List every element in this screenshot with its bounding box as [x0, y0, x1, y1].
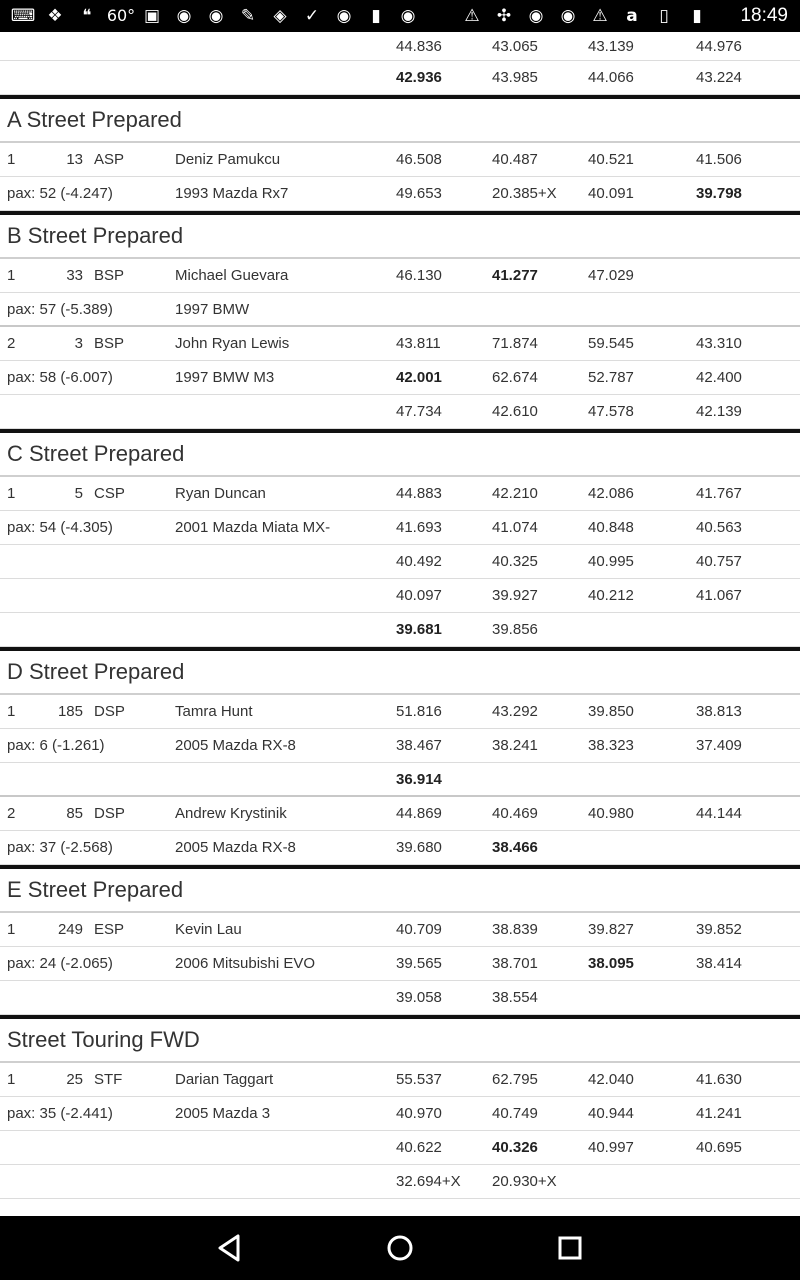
run-time-3: 40.521 [588, 151, 634, 168]
chrome-icon: ◉ [400, 6, 416, 26]
run-time-1: 47.734 [396, 403, 442, 420]
run-time-1: 40.709 [396, 921, 442, 938]
class-code-cell: ESP [94, 921, 125, 938]
run-time-3: 40.980 [588, 805, 634, 822]
table-row[interactable] [0, 913, 800, 947]
run-time-3: 39.850 [588, 703, 634, 720]
run-time-3: 52.787 [588, 369, 634, 386]
table-row[interactable] [0, 1063, 800, 1097]
run-time-4: 37.409 [696, 737, 742, 754]
table-row[interactable] [0, 395, 800, 429]
run-time-4: 40.757 [696, 553, 742, 570]
table-row[interactable] [0, 797, 800, 831]
class-title: D Street Prepared [7, 659, 185, 684]
position-cell: 1 [7, 267, 16, 284]
run-time-2: 62.795 [492, 1071, 538, 1088]
run-time-1: 38.467 [396, 737, 442, 754]
table-row[interactable] [0, 763, 800, 797]
driver-name-cell: Tamra Hunt [175, 703, 253, 720]
table-row[interactable] [0, 545, 800, 579]
car-model-cell: 1997 BMW M3 [175, 369, 275, 386]
home-button[interactable] [382, 1230, 418, 1266]
class-header [0, 1015, 800, 1063]
run-time-2: 40.749 [492, 1105, 538, 1122]
pax-cell: pax: 57 (-5.389) [7, 300, 113, 318]
car-number-cell: 249 [57, 921, 83, 938]
position-cell: 1 [7, 921, 16, 938]
run-time-2: 40.487 [492, 151, 538, 168]
run-time-3: 40.091 [588, 185, 634, 202]
run-time-1: 39.058 [396, 989, 442, 1006]
run-time-2: 43.065 [492, 37, 538, 55]
class-title: Street Touring FWD [7, 1027, 200, 1052]
shield-icon: ❖ [47, 6, 63, 26]
car-model-cell: 2005 Mazda 3 [175, 1105, 271, 1122]
run-time-4: 41.506 [696, 151, 742, 168]
run-time-4: 44.976 [696, 37, 742, 55]
run-time-3: 44.066 [588, 69, 634, 86]
run-time-4: 42.400 [696, 369, 742, 386]
position-cell: 1 [7, 485, 16, 502]
run-time-4: 43.224 [696, 69, 742, 86]
run-time-3: 42.040 [588, 1071, 634, 1088]
car-number-cell: 13 [66, 151, 83, 168]
car-number-cell: 3 [74, 335, 83, 352]
run-time-3: 38.323 [588, 737, 634, 754]
run-time-3: 40.212 [588, 587, 634, 604]
car-number-cell: 85 [66, 805, 83, 822]
keyboard-icon: ⌨ [10, 6, 36, 26]
edit-icon: ✎ [240, 6, 256, 26]
chrome-icon: ◉ [560, 6, 576, 26]
driver-name-cell: John Ryan Lewis [175, 335, 290, 352]
run-time-4: 40.563 [696, 519, 742, 536]
signal-strength: 60° [106, 6, 136, 25]
run-time-1: 40.492 [396, 553, 442, 570]
run-time-4: 39.852 [696, 921, 742, 938]
photo-icon: ▣ [143, 6, 161, 26]
position-cell: 1 [7, 151, 16, 168]
navigation-bar [0, 1216, 800, 1280]
run-time-4: 41.767 [696, 485, 742, 502]
pax-cell: pax: 52 (-4.247) [7, 185, 113, 202]
car-model-cell: 2005 Mazda RX-8 [175, 737, 296, 754]
pinwheel-icon: ✣ [496, 6, 512, 26]
run-time-3: 42.086 [588, 485, 634, 502]
run-time-3: 40.995 [588, 553, 634, 570]
table-row[interactable] [0, 361, 800, 395]
table-row[interactable] [0, 327, 800, 361]
run-time-3: 40.997 [588, 1139, 634, 1156]
table-row[interactable] [0, 831, 800, 865]
run-time-2: 43.985 [492, 69, 538, 86]
amazon-icon: a [626, 6, 638, 26]
driver-name-cell: Kevin Lau [175, 921, 242, 938]
run-time-2: 38.466 [492, 839, 538, 856]
run-time-2: 40.326 [492, 1139, 538, 1156]
driver-name-cell: Deniz Pamukcu [175, 151, 281, 168]
clock: 18:49 [740, 5, 788, 26]
run-time-2: 20.930+X [492, 1173, 557, 1190]
back-button[interactable] [212, 1230, 248, 1266]
run-time-2: 40.469 [492, 805, 538, 822]
table-row[interactable] [0, 1165, 800, 1199]
run-time-1: 40.970 [396, 1105, 442, 1122]
class-title: B Street Prepared [7, 223, 184, 248]
recents-icon [552, 1230, 588, 1266]
class-title: E Street Prepared [7, 877, 184, 902]
class-title: C Street Prepared [7, 441, 185, 466]
table-row[interactable] [0, 729, 800, 763]
run-time-2: 38.839 [492, 921, 538, 938]
pax-cell: pax: 24 (-2.065) [7, 955, 113, 972]
run-time-2: 39.856 [492, 621, 538, 638]
table-row[interactable] [0, 1097, 800, 1131]
run-time-3: 47.029 [588, 267, 634, 284]
run-time-4: 42.139 [696, 403, 742, 420]
chrome-icon: ◉ [176, 6, 192, 26]
car-model-cell: 1997 BMW [175, 300, 250, 318]
position-cell: 1 [7, 1071, 16, 1088]
position-cell: 1 [7, 703, 16, 720]
battery-icon: ▮ [692, 6, 702, 26]
run-time-4: 43.310 [696, 335, 742, 352]
run-time-1: 46.130 [396, 267, 442, 284]
run-time-1: 44.883 [396, 485, 442, 502]
back-icon [212, 1230, 248, 1266]
run-time-2: 40.325 [492, 553, 538, 570]
run-time-4: 39.798 [696, 185, 742, 202]
run-time-2: 41.277 [492, 267, 538, 284]
car-model-cell: 2005 Mazda RX-8 [175, 839, 296, 856]
class-header [0, 647, 800, 695]
pax-cell: pax: 6 (-1.261) [7, 737, 105, 754]
table-row[interactable] [0, 259, 800, 293]
pax-cell: pax: 35 (-2.441) [7, 1105, 113, 1122]
table-row[interactable] [0, 477, 800, 511]
class-code-cell: DSP [94, 703, 125, 720]
run-time-2: 39.927 [492, 587, 538, 604]
run-time-4: 41.630 [696, 1071, 742, 1088]
run-time-1: 42.936 [396, 69, 442, 86]
vibrate-icon: ▯ [659, 6, 669, 26]
table-row [0, 61, 800, 95]
run-time-2: 43.292 [492, 703, 538, 720]
class-code-cell: CSP [94, 485, 125, 502]
pax-cell: pax: 54 (-4.305) [7, 519, 113, 536]
run-time-4: 40.695 [696, 1139, 742, 1156]
table-row[interactable] [0, 947, 800, 981]
bookmark-icon: ▮ [371, 6, 381, 26]
run-time-3: 39.827 [588, 921, 634, 938]
run-time-1: 39.680 [396, 839, 442, 856]
run-time-3: 38.095 [588, 955, 634, 972]
class-header [0, 429, 800, 477]
run-time-1: 32.694+X [396, 1173, 461, 1190]
car-model-cell: 1993 Mazda Rx7 [175, 185, 289, 202]
driver-name-cell: Darian Taggart [175, 1071, 274, 1088]
run-time-4: 41.067 [696, 587, 742, 604]
run-time-1: 40.097 [396, 587, 442, 604]
car-model-cell: 2006 Mitsubishi EVO [175, 955, 316, 972]
run-time-2: 62.674 [492, 369, 538, 386]
table-row[interactable] [0, 695, 800, 729]
run-time-1: 46.508 [396, 151, 442, 168]
results-list[interactable] [0, 32, 800, 1216]
run-time-2: 42.610 [492, 403, 538, 420]
pax-cell: pax: 37 (-2.568) [7, 839, 113, 856]
car-model-cell: 2001 Mazda Miata MX- [175, 519, 331, 536]
driver-name-cell: Ryan Duncan [175, 485, 266, 502]
run-time-3: 40.848 [588, 519, 634, 536]
run-time-2: 41.074 [492, 519, 538, 536]
run-time-1: 39.565 [396, 955, 442, 972]
driver-name-cell: Michael Guevara [175, 267, 289, 284]
recents-button[interactable] [552, 1230, 588, 1266]
table-row[interactable] [0, 579, 800, 613]
run-time-2: 38.241 [492, 737, 538, 754]
run-time-3: 40.944 [588, 1105, 634, 1122]
run-time-1: 51.816 [396, 703, 442, 720]
run-time-3: 43.139 [588, 37, 634, 55]
car-number-cell: 33 [66, 267, 83, 284]
class-code-cell: STF [94, 1071, 123, 1088]
class-code-cell: ASP [94, 151, 125, 168]
download-check-icon: ✓ [304, 6, 320, 26]
chrome-icon: ◉ [208, 6, 224, 26]
run-time-1: 44.836 [396, 37, 442, 55]
run-time-4: 38.414 [696, 955, 742, 972]
class-header [0, 865, 800, 913]
chrome-icon: ◉ [528, 6, 544, 26]
table-row[interactable] [0, 613, 800, 647]
run-time-1: 42.001 [396, 369, 442, 386]
game-icon: ◈ [273, 6, 287, 26]
chrome-icon: ◉ [336, 6, 352, 26]
table-row[interactable] [0, 177, 800, 211]
class-header [0, 95, 800, 143]
run-time-3: 59.545 [588, 335, 634, 352]
table-row[interactable] [0, 511, 800, 545]
table-row[interactable] [0, 1131, 800, 1165]
position-cell: 2 [7, 335, 16, 352]
run-time-2: 38.554 [492, 989, 538, 1006]
run-time-1: 44.869 [396, 805, 442, 822]
run-time-1: 40.622 [396, 1139, 442, 1156]
warning-icon: ⚠ [592, 6, 608, 26]
class-code-cell: DSP [94, 805, 125, 822]
table-row[interactable] [0, 293, 800, 327]
run-time-4: 41.241 [696, 1105, 742, 1122]
run-time-2: 20.385+X [492, 185, 557, 202]
table-row[interactable] [0, 143, 800, 177]
run-time-1: 41.693 [396, 519, 442, 536]
table-row [0, 32, 800, 61]
class-title: A Street Prepared [7, 107, 182, 132]
run-time-1: 49.653 [396, 185, 442, 202]
status-bar [0, 0, 800, 32]
table-row[interactable] [0, 981, 800, 1015]
home-icon [382, 1230, 418, 1266]
car-number-cell: 5 [74, 485, 83, 502]
warning-icon: ⚠ [464, 6, 480, 26]
car-number-cell: 185 [57, 703, 83, 720]
run-time-4: 38.813 [696, 703, 742, 720]
pax-cell: pax: 58 (-6.007) [7, 369, 113, 386]
position-cell: 2 [7, 805, 16, 822]
driver-name-cell: Andrew Krystinik [175, 805, 287, 822]
run-time-2: 38.701 [492, 955, 538, 972]
run-time-1: 43.811 [396, 335, 441, 352]
run-time-2: 71.874 [492, 335, 538, 352]
class-header [0, 211, 800, 259]
run-time-4: 44.144 [696, 805, 742, 822]
class-code-cell: BSP [94, 335, 125, 352]
run-time-1: 55.537 [396, 1071, 442, 1088]
class-code-cell: BSP [94, 267, 125, 284]
hangouts-icon: ❝ [82, 6, 92, 26]
run-time-3: 47.578 [588, 403, 634, 420]
run-time-1: 39.681 [396, 621, 442, 638]
car-number-cell: 25 [66, 1071, 83, 1088]
run-time-2: 42.210 [492, 485, 538, 502]
run-time-1: 36.914 [396, 770, 442, 788]
